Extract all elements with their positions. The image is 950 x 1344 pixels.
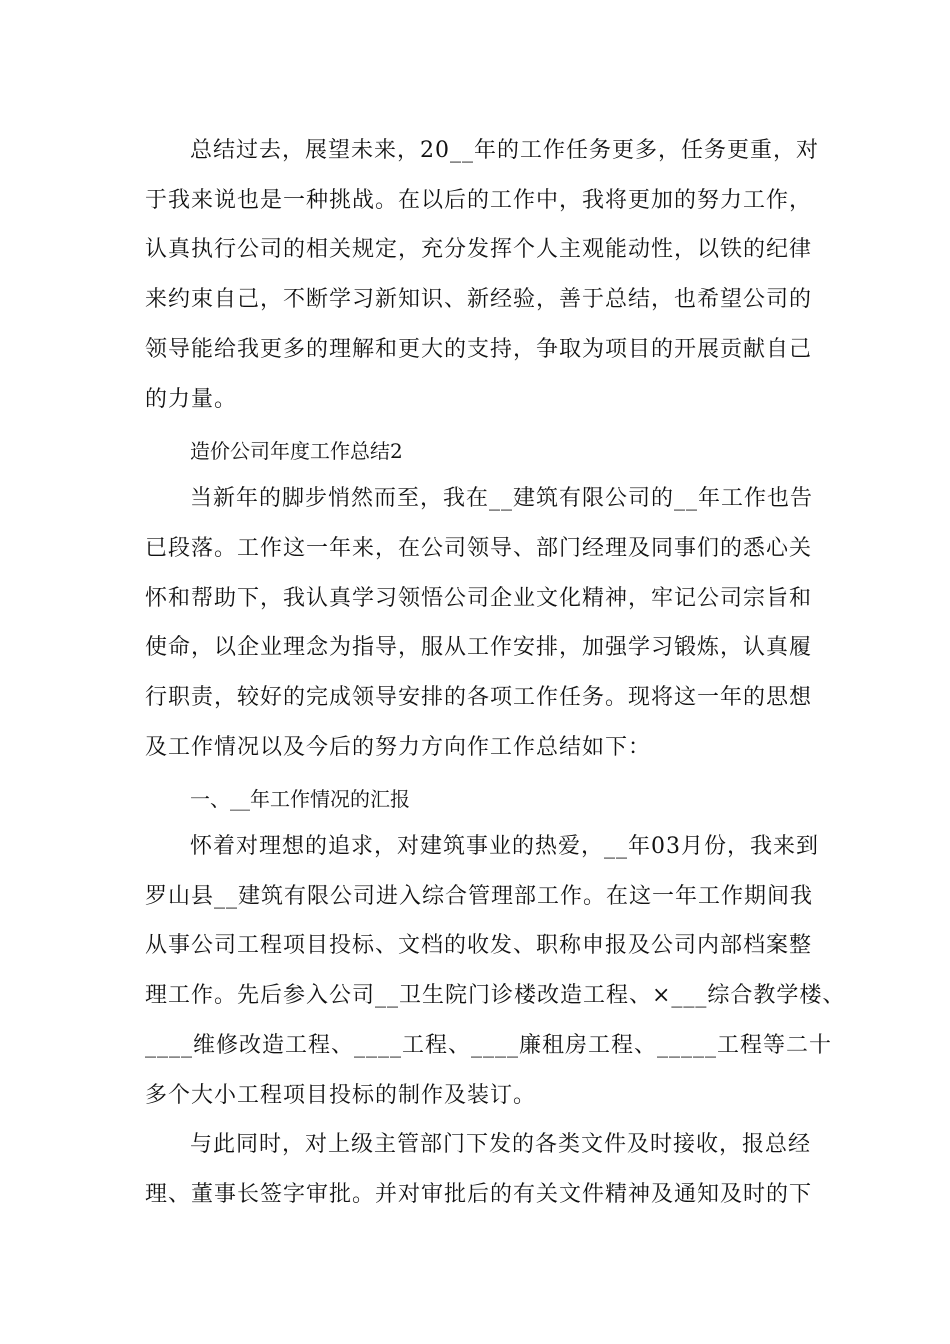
paragraph-2-line-3: 怀和帮助下，我认真学习领悟公司企业文化精神，牢记公司宗旨和 [145, 586, 813, 611]
paragraph-3-line-4: 理工作。先后参入公司__卫生院门诊楼改造工程、×___综合教学楼、 [145, 983, 846, 1008]
paragraph-4-line-2: 理、董事长签字审批。并对审批后的有关文件精神及通知及时的下 [145, 1182, 813, 1207]
paragraph-2-line-4: 使命，以企业理念为指导，服从工作安排，加强学习锻炼，认真履 [145, 635, 813, 660]
paragraph-2-line-5: 行职责，较好的完成领导安排的各项工作任务。现将这一年的思想 [145, 685, 813, 710]
paragraph-3-line-5: ____维修改造工程、____工程、____廉租房工程、_____工程等二十 [145, 1033, 833, 1058]
paragraph-1-line-4: 来约束自己，不断学习新知识、新经验，善于总结，也希望公司的 [145, 287, 813, 312]
paragraph-4-line-1: 与此同时，对上级主管部门下发的各类文件及时接收，报总经 [190, 1132, 812, 1157]
paragraph-1-line-1: 总结过去，展望未来，20__年的工作任务更多，任务更重，对 [190, 138, 819, 163]
paragraph-2-line-1: 当新年的脚步悄然而至，我在__建筑有限公司的__年工作也告 [190, 486, 814, 511]
paragraph-2-line-2: 已段落。工作这一年来，在公司领导、部门经理及同事们的悉心关 [145, 536, 813, 561]
paragraph-3-line-3: 从事公司工程项目投标、文档的收发、职称申报及公司内部档案整 [145, 933, 813, 958]
paragraph-1-line-6: 的力量。 [145, 387, 238, 412]
paragraph-3-line-1: 怀着对理想的追求，对建筑事业的热爱，__年03月份，我来到 [190, 834, 819, 859]
paragraph-1-line-2: 于我来说也是一种挑战。在以后的工作中，我将更加的努力工作， [145, 188, 813, 213]
paragraph-2-line-6: 及工作情况以及今后的努力方向作工作总结如下： [145, 735, 652, 760]
paragraph-3-line-6: 多个大小工程项目投标的制作及装订。 [145, 1083, 537, 1108]
paragraph-1-line-5: 领导能给我更多的理解和更大的支持，争取为项目的开展贡献自己 [145, 337, 813, 362]
section-title: 造价公司年度工作总结2 [190, 439, 403, 463]
paragraph-3-line-2: 罗山县__建筑有限公司进入综合管理部工作。在这一年工作期间我 [145, 884, 814, 909]
subsection-title: 一、__年工作情况的汇报 [190, 787, 410, 811]
paragraph-1-line-3: 认真执行公司的相关规定，充分发挥个人主观能动性，以铁的纪律 [145, 237, 813, 262]
